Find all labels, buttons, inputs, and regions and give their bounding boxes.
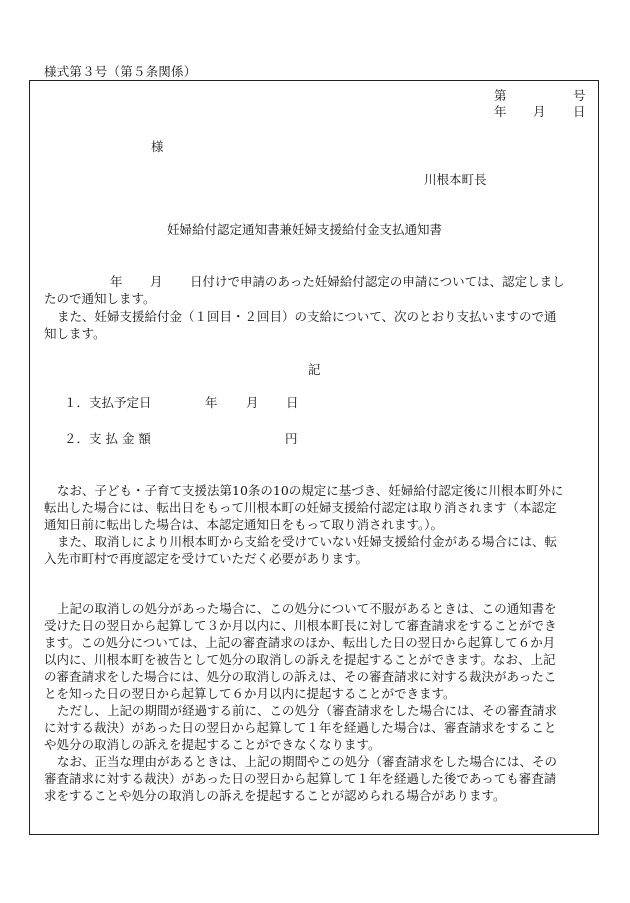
number-prefix: 第 [494, 88, 507, 103]
intro-line-4: 知します。 [44, 326, 106, 341]
date-year-label: 年 [494, 104, 507, 119]
appeal-line: ます。この処分については、上記の審査請求のほか、転出した日の翌日から起算して６か月 [44, 635, 556, 650]
appeal-line: や処分の取消しの訴えを提起することができなくなります。 [44, 737, 381, 752]
sender-name: 川根本町長 [424, 172, 487, 187]
document-title: 妊婦給付認定通知書兼妊婦支援給付金支払通知書 [167, 222, 443, 237]
notice-line: 入先市町村で再度認定を受けていただく必要があります。 [44, 551, 369, 566]
appeal-line: とを知った日の翌日から起算して６か月以内に提起することができます。 [44, 686, 456, 701]
intro-month-label: 月 [150, 274, 163, 289]
payment-year-label: 年 [205, 395, 218, 410]
date-month-label: 月 [533, 104, 546, 119]
payment-date-label: １．支払予定日 [64, 395, 152, 410]
payment-amount-label: ２．支 払 金 額 [64, 431, 151, 446]
appeal-paragraph [44, 600, 589, 804]
notice-line: また、取消しにより川根本町から支給を受けていない妊婦支援給付金がある場合には、転 [57, 534, 558, 549]
appeal-line: 審査請求に対する裁決）があった日の翌日から起算して１年を経過した後であっても審査請 [44, 771, 557, 786]
date-day-label: 日 [573, 104, 586, 119]
recipient-suffix: 様 [151, 139, 164, 154]
appeal-line: 受けた日の翌日から起算して３か月以内に、川根本町長に対して審査請求をすることができ [44, 618, 557, 633]
ki-label: 記 [308, 362, 321, 377]
notice-line: 転出した場合には、転出日をもって川根本町の妊婦支援給付認定は取り消されます（本認定 [44, 500, 557, 515]
appeal-line: なお、正当な理由があるときは、上記の期間やこの処分（審査請求をした場合には、その [57, 754, 558, 769]
form-number: 様式第３号（第５条関係） [44, 64, 197, 79]
notice-paragraph [44, 482, 589, 567]
intro-line-3: また、妊婦支援給付金（１回目・２回目）の支給について、次のとおり支払いますので通 [57, 309, 557, 324]
appeal-line: 上記の取消しの処分があった場合に、この処分について不服があるときは、この通知書を [57, 601, 557, 616]
intro-line-1: 日付けで申請のあった妊婦給付認定の申請については、認定しまし [190, 274, 565, 289]
appeal-line: に対する裁決）があった日の翌日から起算して１年を経過した場合は、審査請求をすること [44, 720, 557, 735]
payment-day-label: 日 [286, 395, 299, 410]
payment-month-label: 月 [246, 395, 259, 410]
notice-line: 通知日前に転出した場合は、本認定通知日をもって取り消されます。）。 [44, 517, 444, 532]
appeal-line: 以内に、川根本町を被告として処分の取消しの訴えを提起することができます。なお、上記 [44, 652, 556, 667]
number-suffix: 号 [573, 88, 586, 103]
notice-line: なお、子ども・子育て支援法第10条の10の規定に基づき、妊婦給付認定後に川根本町外に [57, 483, 564, 498]
intro-line-2: たので通知します。 [44, 291, 156, 306]
appeal-line: 求をすることや処分の取消しの訴えを提起することが認められる場合があります。 [44, 788, 506, 803]
intro-year-label: 年 [110, 274, 123, 289]
appeal-line: の審査請求をした場合には、処分の取消しの訴えは、その審査請求に対する裁決があったこ [44, 669, 557, 684]
appeal-line: ただし、上記の期間が経過する前に、この処分（審査請求をした場合には、その審査請求 [57, 703, 558, 718]
payment-amount-unit: 円 [285, 431, 298, 446]
